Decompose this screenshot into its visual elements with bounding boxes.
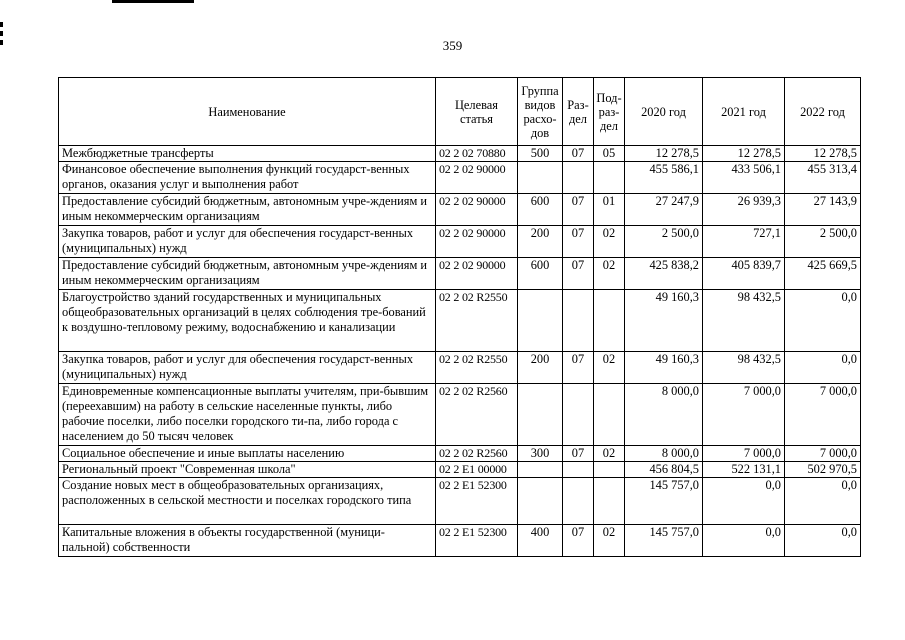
header-group: Группа видов расхо-дов [518,78,563,146]
row-name: Финансовое обеспечение выполнения функций государст-венных органов, оказания услуг и выполнения работ [59,162,436,194]
row-amount-2020: 456 804,5 [625,462,703,478]
table-row [59,146,861,162]
top-mark [112,0,194,3]
row-amount-2020: 12 278,5 [625,146,703,162]
row-amount-2022: 0,0 [785,478,861,525]
row-amount-2022: 502 970,5 [785,462,861,478]
row-group: 600 [518,194,563,226]
row-target-code: 02 2 02 70880 [436,146,518,162]
table-row [59,352,861,384]
row-amount-2021: 98 432,5 [703,352,785,384]
row-name: Предоставление субсидий бюджетным, автономным учре-ждениям и иным некоммерческим организациям [59,258,436,290]
row-section: 07 [563,146,594,162]
row-amount-2022: 12 278,5 [785,146,861,162]
row-group: 500 [518,146,563,162]
row-group [518,290,563,352]
row-subsection [594,462,625,478]
row-subsection: 02 [594,446,625,462]
header-2022: 2022 год [785,78,861,146]
row-amount-2021: 12 278,5 [703,146,785,162]
row-target-code: 02 2 02 90000 [436,194,518,226]
row-amount-2022: 27 143,9 [785,194,861,226]
row-subsection: 01 [594,194,625,226]
row-amount-2020: 145 757,0 [625,525,703,557]
row-subsection: 02 [594,525,625,557]
table-row [59,384,861,446]
header-2021: 2021 год [703,78,785,146]
table-row [59,446,861,462]
row-amount-2020: 8 000,0 [625,446,703,462]
table-row [59,194,861,226]
row-name: Благоустройство зданий государственных и муниципальных общеобразовательных организаций в целях соблюдения тре-бований к воздушно-тепловому режиму, водоснабжению и канализации [59,290,436,352]
row-group: 600 [518,258,563,290]
row-name: Региональный проект "Современная школа" [59,462,436,478]
table-row [59,226,861,258]
row-amount-2021: 727,1 [703,226,785,258]
row-section: 07 [563,258,594,290]
row-group: 200 [518,352,563,384]
row-amount-2020: 455 586,1 [625,162,703,194]
row-target-code: 02 2 02 90000 [436,226,518,258]
row-section: 07 [563,446,594,462]
row-subsection [594,478,625,525]
header-subsection: Под-раз-дел [594,78,625,146]
row-group [518,462,563,478]
table-row [59,478,861,525]
row-amount-2022: 425 669,5 [785,258,861,290]
row-amount-2022: 7 000,0 [785,446,861,462]
row-amount-2021: 0,0 [703,525,785,557]
row-target-code: 02 2 02 90000 [436,258,518,290]
row-section [563,384,594,446]
row-section: 07 [563,226,594,258]
row-target-code: 02 2 02 90000 [436,162,518,194]
row-amount-2020: 27 247,9 [625,194,703,226]
row-name: Предоставление субсидий бюджетным, автономным учре-ждениям и иным некоммерческим организациям [59,194,436,226]
row-group: 300 [518,446,563,462]
row-name: Социальное обеспечение и иные выплаты населению [59,446,436,462]
row-target-code: 02 2 02 R2550 [436,290,518,352]
row-name: Капитальные вложения в объекты государственной (муници-пальной) собственности [59,525,436,557]
row-amount-2020: 49 160,3 [625,352,703,384]
table-row [59,162,861,194]
row-target-code: 02 2 02 R2560 [436,446,518,462]
row-amount-2022: 0,0 [785,290,861,352]
header-section: Раз-дел [563,78,594,146]
row-section [563,162,594,194]
row-subsection: 02 [594,226,625,258]
row-amount-2021: 98 432,5 [703,290,785,352]
row-amount-2020: 425 838,2 [625,258,703,290]
row-target-code: 02 2 02 R2560 [436,384,518,446]
row-group: 400 [518,525,563,557]
header-target: Целевая статья [436,78,518,146]
row-amount-2021: 0,0 [703,478,785,525]
header-2020: 2020 год [625,78,703,146]
row-amount-2020: 49 160,3 [625,290,703,352]
row-group [518,384,563,446]
row-amount-2022: 455 313,4 [785,162,861,194]
budget-table [58,77,861,557]
row-name: Единовременные компенсационные выплаты учителям, при-бывшим (переехавшим) на работу в сельские населенные пункты, либо рабочие поселки, либо поселки городского ти-па, либо города с населением до 50 тысяч человек [59,384,436,446]
row-amount-2021: 26 939,3 [703,194,785,226]
row-section [563,290,594,352]
row-section: 07 [563,352,594,384]
row-amount-2021: 433 506,1 [703,162,785,194]
row-name: Создание новых мест в общеобразовательных организациях, расположенных в сельской местности и поселках городского типа [59,478,436,525]
row-name: Закупка товаров, работ и услуг для обеспечения государст-венных (муниципальных) нужд [59,352,436,384]
page-number: 359 [442,38,463,53]
row-amount-2020: 145 757,0 [625,478,703,525]
row-name: Закупка товаров, работ и услуг для обеспечения государст-венных (муниципальных) нужд [59,226,436,258]
row-subsection [594,290,625,352]
row-subsection: 02 [594,352,625,384]
row-target-code: 02 2 E1 52300 [436,525,518,557]
row-amount-2021: 7 000,0 [703,384,785,446]
row-group [518,478,563,525]
row-amount-2021: 7 000,0 [703,446,785,462]
row-section [563,462,594,478]
row-amount-2022: 2 500,0 [785,226,861,258]
row-amount-2021: 522 131,1 [703,462,785,478]
row-amount-2020: 2 500,0 [625,226,703,258]
header-name: Наименование [59,78,436,146]
row-section: 07 [563,194,594,226]
row-subsection: 05 [594,146,625,162]
row-section [563,478,594,525]
row-target-code: 02 2 02 R2550 [436,352,518,384]
row-subsection [594,162,625,194]
row-name: Межбюджетные трансферты [59,146,436,162]
row-group: 200 [518,226,563,258]
table-row [59,462,861,478]
row-section: 07 [563,525,594,557]
table-row [59,290,861,352]
row-subsection [594,384,625,446]
header-row [59,78,861,146]
row-amount-2022: 0,0 [785,525,861,557]
row-target-code: 02 2 E1 52300 [436,478,518,525]
table-row [59,258,861,290]
row-target-code: 02 2 E1 00000 [436,462,518,478]
row-amount-2022: 7 000,0 [785,384,861,446]
row-amount-2020: 8 000,0 [625,384,703,446]
table-row [59,525,861,557]
row-group [518,162,563,194]
row-amount-2022: 0,0 [785,352,861,384]
row-subsection: 02 [594,258,625,290]
row-amount-2021: 405 839,7 [703,258,785,290]
